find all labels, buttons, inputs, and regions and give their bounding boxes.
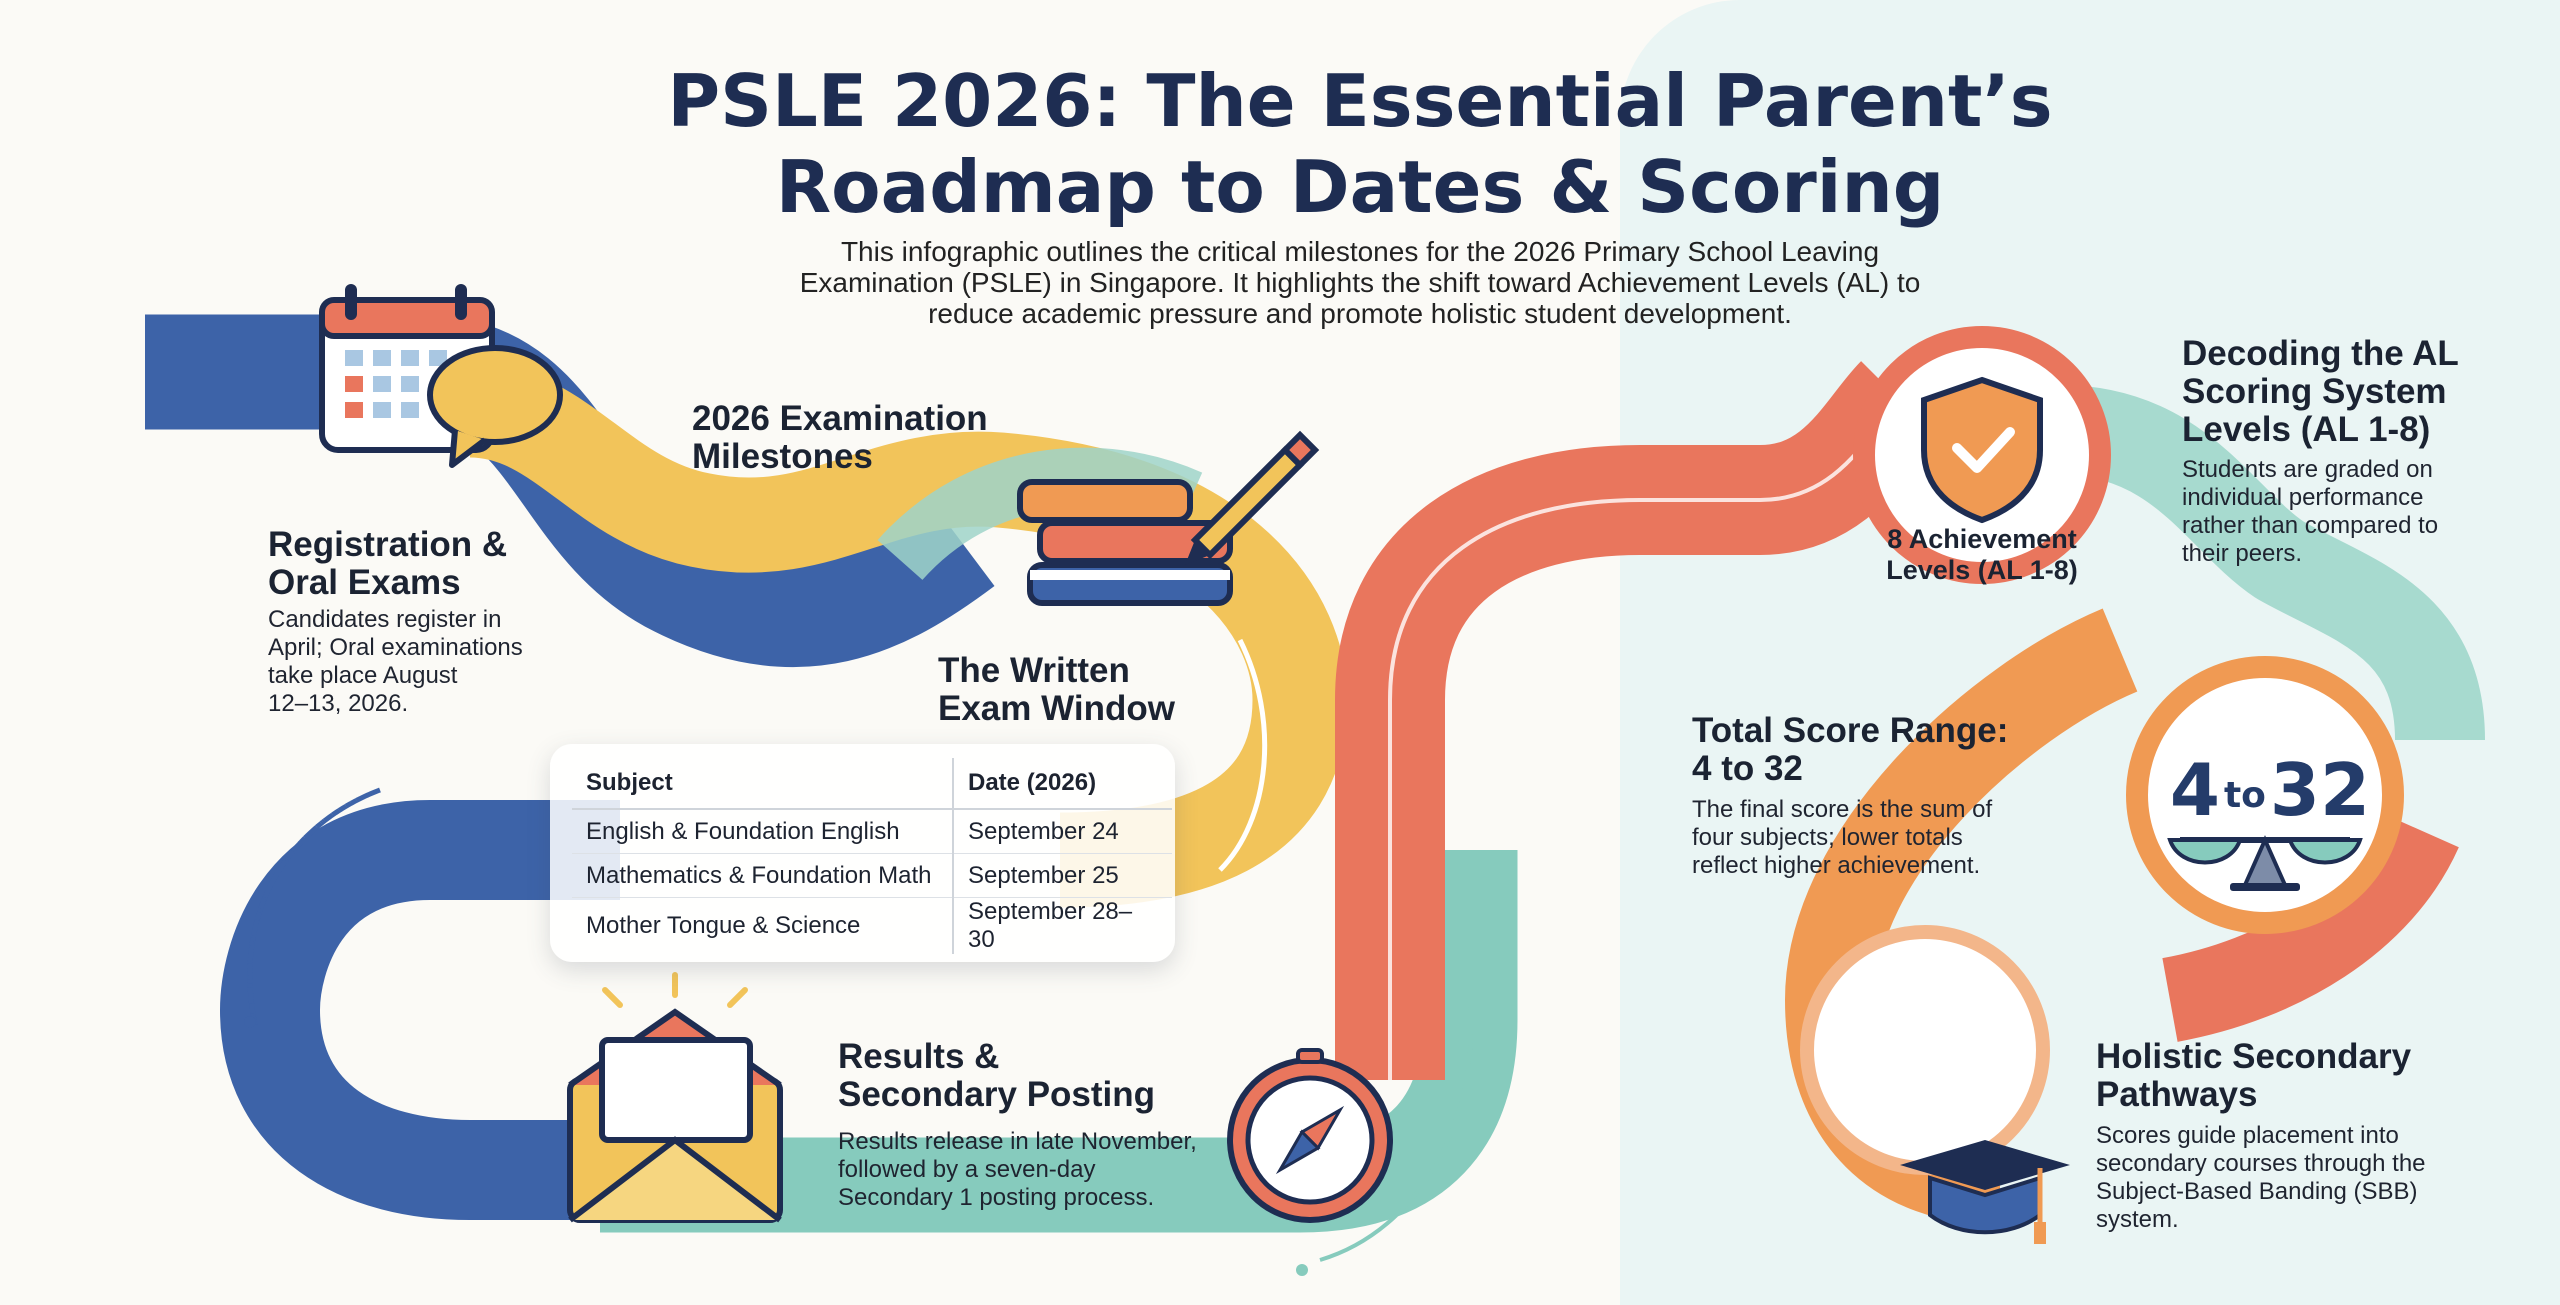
- decoding-title-line: Scoring System: [2182, 372, 2447, 411]
- total-score-text-line: four subjects; lower totals: [1692, 824, 1963, 851]
- registration-title: [268, 526, 507, 602]
- total-score-title: [1692, 712, 2008, 788]
- decorative-dot: [1296, 1264, 1308, 1276]
- holistic-text: [2096, 1122, 2426, 1234]
- registration-text: [268, 606, 523, 718]
- envelope-icon: [570, 1012, 780, 1220]
- page-subtitle-line: reduce academic pressure and promote holistic student development.: [928, 298, 1792, 329]
- registration-text-line: 12–13, 2026.: [268, 690, 409, 717]
- decoding-text: [2182, 456, 2438, 568]
- achievement-levels-badge: [1862, 524, 2102, 586]
- table-cell-subject: Mathematics & Foundation Math: [572, 854, 953, 898]
- total-score-title-line: 4 to 32: [1692, 749, 1803, 788]
- exam-schedule-table: [572, 758, 1172, 954]
- milestones-heading: [692, 400, 988, 476]
- written-exam-title-line: The Written: [938, 651, 1130, 690]
- holistic-title-line: Holistic Secondary: [2096, 1037, 2412, 1076]
- page-subtitle: [740, 236, 1980, 329]
- badge-line: 8 Achievement: [1887, 524, 2077, 554]
- registration-title-line: Registration &: [268, 525, 508, 564]
- table-cell-subject: Mother Tongue & Science: [586, 912, 861, 939]
- written-exam-title: [938, 652, 1175, 728]
- milestones-heading-line: 2026 Examination: [692, 399, 988, 438]
- score-range-max: 32: [2269, 748, 2371, 832]
- holistic-text-line: Subject-Based Banding (SBB): [2096, 1178, 2418, 1205]
- table-header-row: [572, 758, 1172, 809]
- table-row: [572, 898, 1172, 955]
- decoding-text-line: individual performance: [2182, 484, 2424, 511]
- results-text-line: Results release in late November,: [838, 1128, 1197, 1155]
- total-score-text: [1692, 796, 1992, 880]
- table-header-date: Date (2026): [953, 758, 1172, 809]
- written-exam-title-line: Exam Window: [938, 689, 1175, 728]
- registration-text-line: Candidates register in: [268, 606, 502, 633]
- results-text-line: followed by a seven-day: [838, 1156, 1096, 1183]
- total-score-text-line: The final score is the sum of: [1692, 796, 1993, 823]
- table-cell-date: September 28–30: [953, 898, 1172, 955]
- score-range-badge: [2160, 748, 2380, 832]
- envelope-rays-icon: [605, 975, 745, 1005]
- page-title-line: Roadmap to Dates & Scoring: [775, 145, 1945, 229]
- shield-check-icon: [1924, 380, 2040, 520]
- results-title-line: Results &: [838, 1037, 1000, 1076]
- decoding-title-line: Decoding the AL: [2182, 334, 2459, 373]
- score-range-min: 4: [2169, 748, 2220, 832]
- registration-text-line: April; Oral examinations: [268, 634, 523, 661]
- decoding-title: [2182, 335, 2459, 449]
- decoding-text-line: rather than compared to: [2182, 512, 2439, 539]
- decoding-text-line: Students are graded on: [2182, 456, 2433, 483]
- holistic-text-line: secondary courses through the: [2096, 1150, 2426, 1177]
- score-range-to: to: [2223, 775, 2266, 816]
- table-header-subject: Subject: [572, 758, 953, 809]
- page-subtitle-line: Examination (PSLE) in Singapore. It highlights the shift toward Achievement Levels (AL) to: [799, 267, 1921, 298]
- pathways-circle: [1807, 932, 2043, 1168]
- decoding-title-line: Levels (AL 1-8): [2182, 410, 2431, 449]
- holistic-title: [2096, 1038, 2411, 1114]
- decoding-text-line: their peers.: [2182, 540, 2303, 567]
- badge-line: Levels (AL 1-8): [1886, 555, 2078, 585]
- page-title-line: PSLE 2026: The Essential Parent’s: [667, 59, 2053, 143]
- table-cell-date: September 25: [953, 854, 1172, 898]
- holistic-title-line: Pathways: [2096, 1075, 2258, 1114]
- page-subtitle-line: This infographic outlines the critical milestones for the 2026 Primary School Leaving: [840, 236, 1880, 267]
- total-score-text-line: reflect higher achievement.: [1692, 852, 1981, 879]
- registration-title-line: Oral Exams: [268, 563, 461, 602]
- table-cell-subject: English & Foundation English: [572, 809, 953, 854]
- page-title: [0, 58, 2560, 230]
- holistic-text-line: system.: [2096, 1206, 2179, 1233]
- results-text: [838, 1128, 1197, 1212]
- table-row: [572, 809, 1172, 854]
- results-title: [838, 1038, 1155, 1114]
- table-row: [572, 854, 1172, 898]
- results-text-line: Secondary 1 posting process.: [838, 1184, 1155, 1211]
- registration-text-line: take place August: [268, 662, 458, 689]
- total-score-title-line: Total Score Range:: [1692, 711, 2009, 750]
- decorative-dot: [244, 1016, 256, 1028]
- table-cell-date: September 24: [953, 809, 1172, 854]
- milestones-heading-line: Milestones: [692, 437, 873, 476]
- exam-schedule-card: [550, 744, 1175, 962]
- holistic-text-line: Scores guide placement into: [2096, 1122, 2399, 1149]
- results-title-line: Secondary Posting: [838, 1075, 1156, 1114]
